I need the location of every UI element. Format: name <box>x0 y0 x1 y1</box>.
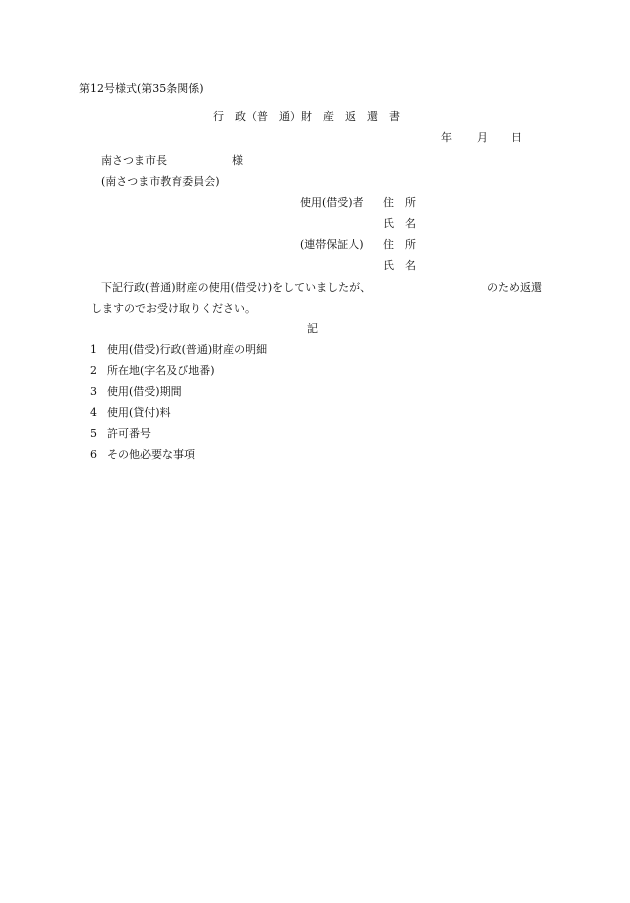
guarantor-name-label: 氏 名 <box>383 259 416 272</box>
list-item-number: 6 <box>90 448 97 461</box>
user-name-label: 氏 名 <box>383 217 416 230</box>
document-title: 行 政（普 通）財 産 返 還 書 <box>213 110 400 123</box>
addressee-mayor: 南さつま市長 <box>101 154 167 167</box>
list-item <box>90 449 195 460</box>
list-item <box>90 365 215 376</box>
user-role-label: 使用(借受)者 <box>300 196 364 209</box>
list-item-text: その他必要な事項 <box>107 448 195 461</box>
body-line-2: しますのでお受け取りください。 <box>91 302 256 315</box>
list-item-text: 使用(借受)期間 <box>107 385 182 398</box>
addressee-honorific: 様 <box>232 154 243 167</box>
addressee-board: (南さつま市教育委員会) <box>101 175 220 188</box>
list-item-number: 2 <box>90 364 97 377</box>
list-item <box>90 428 151 439</box>
date-month-label: 月 <box>477 131 488 144</box>
list-item <box>90 344 267 355</box>
body-line-1b: のため返還 <box>487 281 542 294</box>
form-label: 第12号様式(第35条関係) <box>79 82 204 95</box>
list-item-text: 所在地(字名及び地番) <box>107 364 215 377</box>
list-item-number: 1 <box>90 343 97 356</box>
user-address-label: 住 所 <box>383 196 416 209</box>
list-item <box>90 386 182 397</box>
date-year-label: 年 <box>441 131 452 144</box>
list-item <box>90 407 171 418</box>
ki-heading: 記 <box>307 322 318 335</box>
date-day-label: 日 <box>511 131 522 144</box>
list-item-text: 使用(貸付)料 <box>107 406 171 419</box>
list-item-text: 許可番号 <box>107 427 151 440</box>
guarantor-role-label: (連帯保証人) <box>300 238 364 251</box>
body-line-1a: 下記行政(普通)財産の使用(借受け)をしていましたが、 <box>101 281 372 294</box>
list-item-number: 5 <box>90 427 97 440</box>
list-item-text: 使用(借受)行政(普通)財産の明細 <box>107 343 268 356</box>
list-item-number: 3 <box>90 385 97 398</box>
guarantor-address-label: 住 所 <box>383 238 416 251</box>
list-item-number: 4 <box>90 406 97 419</box>
